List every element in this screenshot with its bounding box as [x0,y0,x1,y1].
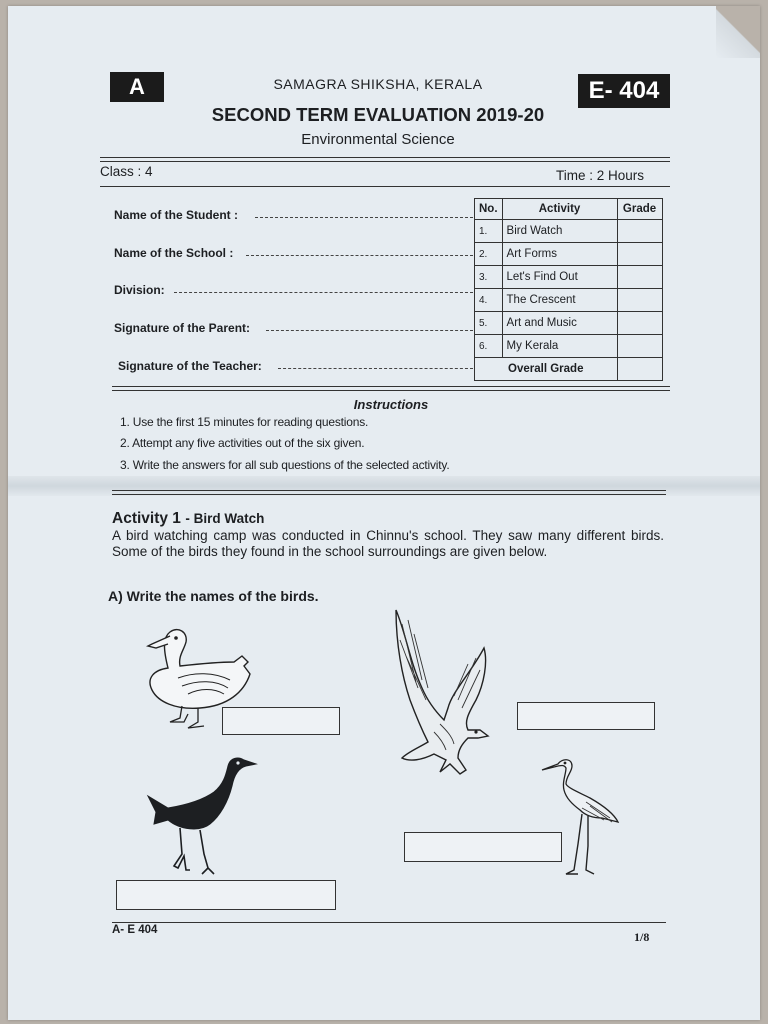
parent-signature-label: Signature of the Parent: [114,321,251,335]
instruction-item: 2. Attempt any five activities out of the six given. [120,436,365,450]
grade-cell[interactable] [617,220,662,243]
activity-1-title-sub: - Bird Watch [185,511,265,526]
teacher-signature-line[interactable] [278,368,473,369]
activity-name: The Crescent [502,289,617,312]
table-row [475,243,663,266]
grade-cell[interactable] [617,289,662,312]
division-line[interactable] [174,292,473,293]
activity-name: Art Forms [502,243,617,266]
activity-no: 4. [475,289,503,312]
folded-corner [716,6,760,58]
instructions-title: Instructions [353,397,429,412]
question-a: A) Write the names of the birds. [108,588,319,604]
grade-cell[interactable] [617,266,662,289]
overall-grade-cell[interactable] [617,358,662,381]
grade-cell[interactable] [617,243,662,266]
division-label: Division: [114,283,165,297]
column-header-no: No. [475,199,503,220]
paper-code-badge: E- 404 [578,74,670,108]
column-header-activity: Activity [502,199,617,220]
answer-box-eagle[interactable] [517,702,655,730]
subject-name: Environmental Science [301,131,455,148]
table-row [475,266,663,289]
instructions-rule-1 [112,490,666,491]
exam-title: SECOND TERM EVALUATION 2019-20 [211,104,545,125]
exam-sheet [8,6,760,1020]
header-rule-2 [100,161,670,162]
table-header-row [475,199,663,220]
table-row [475,312,663,335]
footer-rule [112,922,666,923]
school-name-label: Name of the School : [114,246,234,260]
table-row [475,289,663,312]
activity-no: 1. [475,220,503,243]
overall-grade-label: Overall Grade [475,358,618,381]
instructions-rule-2 [112,494,666,495]
org-name: SAMAGRA SHIKSHA, KERALA [273,76,483,92]
activity-1-description: A bird watching camp was conducted in Chinnu's school. They saw many different birds. Some of the birds they found in the school surroundings are given below. [112,528,664,559]
overall-grade-row [475,358,663,381]
activity-grade-table [474,198,663,381]
eagle-illustration [388,604,498,782]
student-name-line[interactable] [255,217,473,218]
school-name-line[interactable] [246,255,473,256]
class-rule [100,186,670,187]
column-header-grade: Grade [617,199,662,220]
waterhen-illustration [144,750,268,878]
grade-cell[interactable] [617,335,662,358]
activity-1-title-main: Activity 1 [112,510,181,527]
time-label: Time : 2 Hours [556,168,645,183]
paper-fold [8,476,760,496]
class-label: Class : 4 [100,164,153,179]
activity-no: 5. [475,312,503,335]
grade-cell[interactable] [617,312,662,335]
activity-name: My Kerala [502,335,617,358]
activity-no: 6. [475,335,503,358]
page-number: 1/8 [634,930,650,944]
footer-code: A- E 404 [112,924,158,936]
activity-no: 3. [475,266,503,289]
header-rule-1 [100,157,670,158]
table-row [475,220,663,243]
activity-name: Art and Music [502,312,617,335]
instruction-item: 1. Use the first 15 minutes for reading questions. [120,415,369,429]
activity-no: 2. [475,243,503,266]
activity-name: Bird Watch [502,220,617,243]
activity-name: Let's Find Out [502,266,617,289]
instruction-item: 3. Write the answers for all sub questions of the selected activity. [120,458,450,472]
activity-1-title [112,510,264,528]
table-row [475,335,663,358]
info-rule-2 [112,390,670,391]
set-code-badge: A [110,72,164,102]
info-rule-1 [112,386,670,387]
answer-box-duck[interactable] [222,707,340,735]
answer-box-waterhen[interactable] [116,880,336,910]
answer-box-stork[interactable] [404,832,562,862]
student-name-label: Name of the Student : [114,208,239,222]
parent-signature-line[interactable] [266,330,473,331]
teacher-signature-label: Signature of the Teacher: [118,359,262,373]
